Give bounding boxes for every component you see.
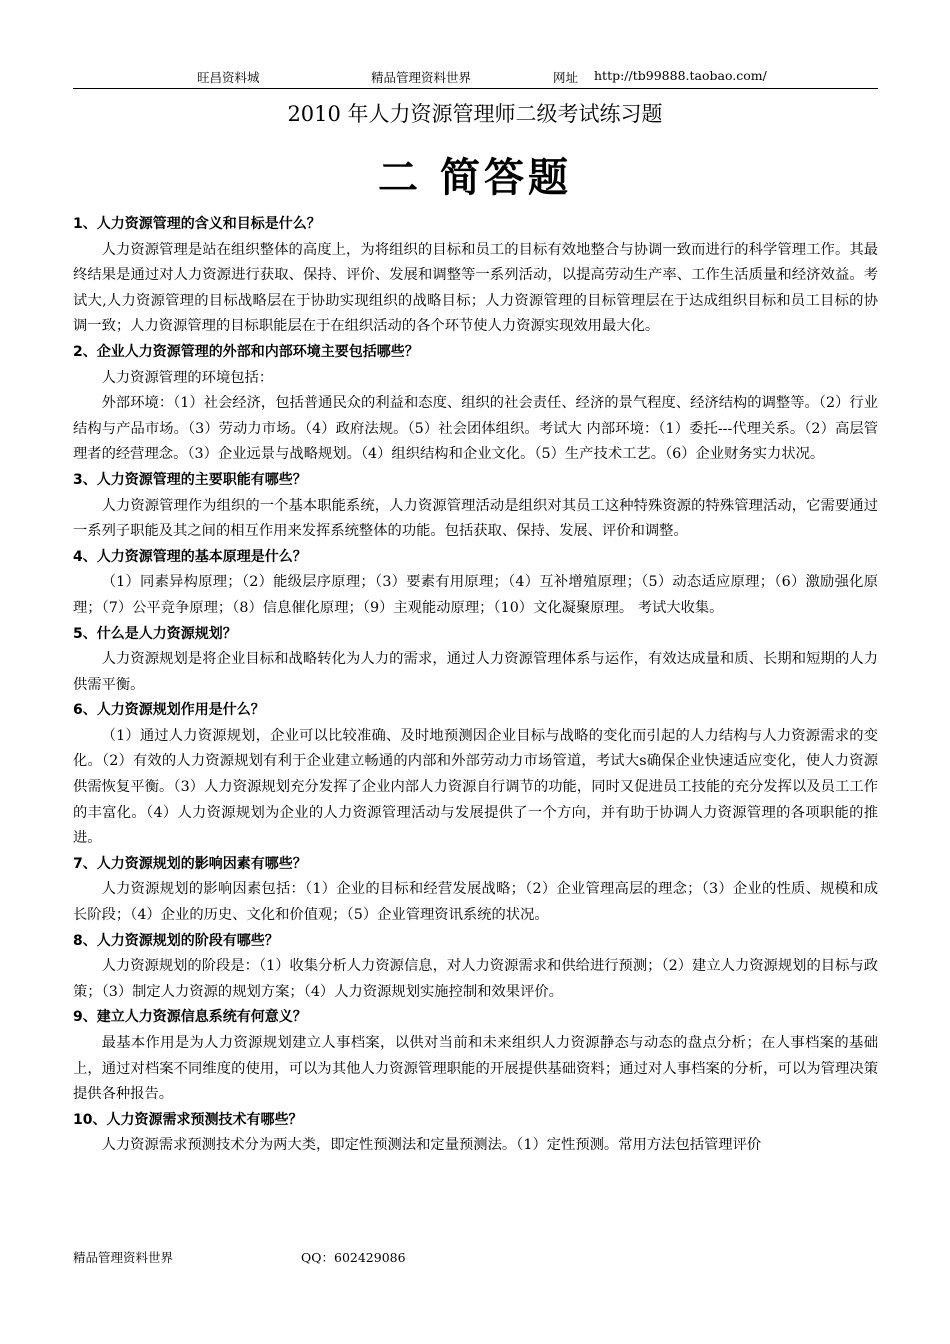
header-center: 精品管理资料世界 (371, 70, 472, 85)
q9-question: 9、建立人力资源信息系统有何意义？ (73, 1009, 307, 1026)
q1-answer: 人力资源管理是站在组织整体的高度上，为将组织的目标和员工的目标有效地整合与协调一致而进行的科学管理工作。其最终结果是通过对人力资源进行获取、保持、评价、发展和调整等一系列活动，以提高劳动生产率、工作生活质量和经济效益。考试大,人力资源管理的目标战略层在于协助实现组织的战略目标；人力资源管理的目标管理层在于达成组织目标和员工目标的协调一致；人力资源管理的目标职能层在于在组织活动的各个环节使人力资源实现效用最大化。 (73, 241, 878, 335)
q2-answer: 外部环境：（1）社会经济，包括普通民众的利益和态度、组织的社会责任、经济的景气程度、经济结构的调整等。（2）行业结构与产品市场。（3）劳动力市场。（4）政府法规。（5）社会团体组织。考试大 内部环境：（1）委托---代理关系。（2）高层管理者的经营理念。（3）企业远景与战略规划。（4）组织结构和企业文化。（5）生产技术工艺。（6）企业财务实力状况。 (73, 395, 878, 463)
footer-left: 精品管理资料世界 (73, 1250, 174, 1265)
q4-question: 4、人力资源管理的基本原理是什么？ (73, 548, 307, 565)
q5-question: 5、什么是人力资源规划？ (73, 625, 237, 642)
q7-question: 7、人力资源规划的影响因素有哪些？ (73, 855, 307, 872)
q1-question: 1、人力资源管理的含义和目标是什么？ (73, 216, 321, 232)
footer-qq: QQ：602429086 (301, 1250, 406, 1265)
qa-list (73, 212, 878, 1159)
page-header (73, 66, 878, 89)
q8-answer: 人力资源规划的阶段是：（1）收集分析人力资源信息，对人力资源需求和供给进行预测；（2）建立人力资源规划的目标与政策；（3）制定人力资源的规划方案；（4）人力资源规划实施控制和效果评价。 (73, 958, 878, 1000)
q6-question: 6、人力资源规划作用是什么？ (73, 702, 265, 719)
header-url[interactable]: http://tb99888.taobao.com/ (594, 68, 767, 83)
q10-answer: 人力资源需求预测技术分为两大类，即定性预测法和定量预测法。（1）定性预测。常用方法包括管理评价 (101, 1137, 762, 1154)
header-left: 旺昌资料城 (197, 70, 260, 85)
q6-answer: （1）通过人力资源规划，企业可以比较准确、及时地预测因企业目标与战略的变化而引起的人力结构与人力资源需求的变化。（2）有效的人力资源规划有利于企业建立畅通的内部和外部劳动力市场管道，考试大s确保企业快速适应变化，使人力资源供需恢复平衡。（3）人力资源规划充分发挥了企业内部人力资源自行调节的功能，同时又促进员工技能的充分发挥以及员工工作的丰富化。（4）人力资源规划为企业的人力资源管理活动与发展提供了一个方向，并有助于协调人力资源管理的各项职能的推进。 (73, 727, 878, 847)
q7-answer: 人力资源规划的影响因素包括：（1）企业的目标和经营发展战略；（2）企业管理高层的理念；（3）企业的性质、规模和成长阶段；（4）企业的历史、文化和价值观；（5）企业管理资讯系统的状况。 (73, 881, 878, 924)
q5-answer: 人力资源规划是将企业目标和战略转化为人力的需求，通过人力资源管理体系与运作，有效达成量和质、长期和短期的人力供需平衡。 (73, 651, 878, 693)
q9-answer: 最基本作用是为人力资源规划建立人事档案，以供对当前和未来组织人力资源静态与动态的盘点分析；在人事档案的基础上，通过对档案不同维度的使用，可以为其他人力资源管理职能的开展提供基础资料；通过对人事档案的分析，可以为管理决策提供各种报告。 (73, 1035, 878, 1103)
q3-question: 3、人力资源管理的主要职能有哪些？ (73, 471, 307, 488)
q3-answer: 人力资源管理作为组织的一个基本职能系统，人力资源管理活动是组织对其员工这种特殊资源的特殊管理活动，它需要通过一系列子职能及其之间的相互作用来发挥系统整体的功能。包括获取、保持、发展、评价和调整。 (73, 497, 878, 540)
header-url-label: 网址 (553, 70, 579, 85)
q4-answer: （1）同素异构原理；（2）能级层序原理；（3）要素有用原理；（4）互补增殖原理；（5）动态适应原理；（6）激励强化原理；（7）公平竞争原理；（8）信息催化原理；（9）主观能动原理；（10）文化凝聚原理。 考试大收集。 (73, 574, 878, 616)
document-title: 2010 年人力资源管理师二级考试练习题 (287, 102, 663, 126)
q10-question: 10、人力资源需求预测技术有哪些？ (73, 1111, 303, 1128)
q8-question: 8、人力资源规划的阶段有哪些？ (73, 932, 279, 949)
q2-question: 2、企业人力资源管理的外部和内部环境主要包括哪些？ (73, 343, 419, 360)
q2-answer-intro: 人力资源管理的环境包括： (101, 369, 274, 386)
section-title: 二 简答题 (378, 155, 572, 201)
